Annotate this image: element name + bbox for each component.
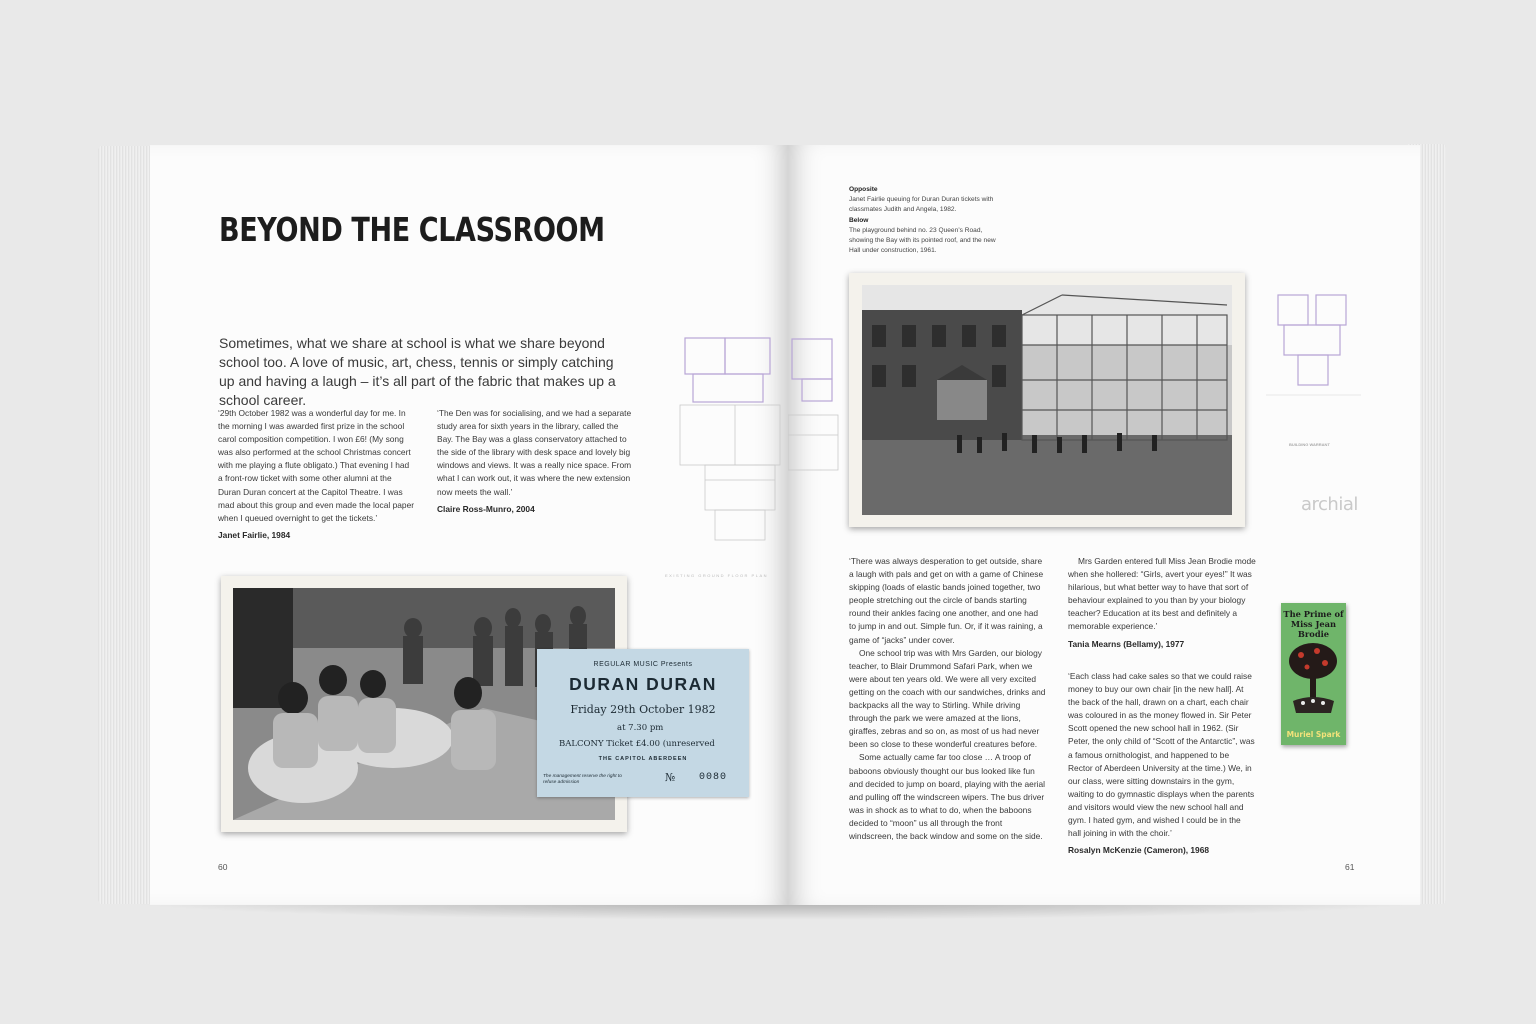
caption-below-label: Below (849, 216, 869, 224)
tree-illustration-icon (1287, 639, 1340, 719)
quote-author: Janet Fairlie, 1984 (218, 529, 291, 540)
plan-legend: EXISTING GROUND FLOOR PLAN (665, 573, 769, 578)
jean-brodie-book-cover (1281, 603, 1346, 745)
floor-plan-left (675, 330, 788, 545)
left-page (150, 145, 788, 905)
page-number-left: 60 (218, 862, 228, 872)
school-hall-photo (849, 273, 1245, 527)
quote-claire (437, 407, 635, 516)
ticket-presents: REGULAR MUSIC Presents (593, 661, 693, 668)
quote-author: Tania Mearns (Bellamy), 1977 (1068, 638, 1185, 649)
ticket-number: 0080 (699, 772, 728, 783)
quote-author: Rosalyn McKenzie (Cameron), 1968 (1068, 845, 1210, 856)
page-title: BEYOND THE CLASSROOM (219, 210, 605, 249)
book-author: Muriel Spark (1286, 730, 1341, 739)
school-hall-photo-image (862, 285, 1232, 515)
quote-rosalyn (1068, 670, 1256, 857)
quote-tania (1068, 555, 1256, 651)
ticket-date: Friday 29th October 1982 (570, 703, 716, 716)
right-page (788, 145, 1420, 905)
page-edges-left (98, 146, 158, 904)
quote-janet (218, 407, 416, 542)
ticket-band: DURAN DURAN (569, 674, 717, 694)
ticket-time: at 7.30 pm (617, 723, 664, 733)
floor-plan-center (788, 335, 848, 535)
photo-caption (849, 185, 999, 256)
lead-paragraph: Sometimes, what we share at school is what we share beyond school too. A love of music, art, chess, tennis or simply catching up and having a laugh – it’s all part of the fabric that makes up a school career. (219, 335, 616, 408)
ticket-venue: THE CAPITOL ABERDEEN (598, 756, 688, 762)
quote-text: ‘The Den was for socialising, and we had a separate study area for sixth years in the library, called the Bay. The Bay was a glass conservatory attached to the side of the library with desk space and lovely big windows and views. It was a really nice space. From what I can work out, it was where the new extension now meets the wall.’ (437, 408, 632, 497)
page-number-right: 61 (1345, 862, 1355, 872)
floor-plan-right (1266, 285, 1361, 405)
archial-logo: archial (1301, 494, 1358, 515)
quote-paragraph: Some actually came far too close … A troop of baboons obviously thought our bus looked like fun and decided to jump on board, playing with the aerial and pulling off the windscreen wipers. The bus driver was in shock as to what to do, when the baboons decided to “moon” us all through the front windscreen, the back window and some on the side. (849, 752, 1046, 841)
plan-sheet-title: BUILDING WARRANT (1289, 442, 1330, 447)
quote-author: Claire Ross-Munro, 2004 (437, 503, 535, 514)
caption-opposite-label: Opposite (849, 186, 878, 193)
quote-text: ‘Each class had cake sales so that we could raise money to buy our own chair [in the new hall]. At the back of the hall, drawn on a chart, each chair was coloured in as the money flowed in. Sir Peter Scott opened the new school hall in 1962. (Sir Peter, the only child of “Scott of the Antarctic”, was a famous ornithologist, and happened to be Rector of Aberdeen University at the time.) We, in our class, were sitting downstairs in the gym, waiting to do gymnastic displays when the parents and visitors would view the new school hall and gym. I hated gym, and wished I could be in the hall joining in with the choir.’ (1068, 671, 1255, 839)
ticket-number-label: № (665, 771, 676, 784)
quote-paragraph: One school trip was with Mrs Garden, our biology teacher, to Blair Drummond Safari Park, when we were about ten years old. We were all very excited getting on the coach with our sandwiches, drinks and backpacks all the way to Stirling. While driving through the park we were amazed at the lions, giraffes, zebras and so on, as most of us had never been so close to these wonderful creatures before. (849, 647, 1046, 750)
quote-playground (849, 555, 1047, 843)
concert-ticket (537, 649, 749, 797)
plan-title-block (1281, 438, 1356, 528)
ticket-notice: The management reserve the right to refuse admission (543, 774, 622, 785)
quote-text: ‘29th October 1982 was a wonderful day for me. In the morning I was awarded first prize in the school carol composition competition. I won £6! (My song was also performed at the school Christmas concert with me playing a flute obligato.) That evening I had a front-row ticket with some other alumni at the Duran Duran concert at the Capitol Theatre. I was mad about this group and even made the local paper when I queued overnight to get the tickets.’ (218, 408, 415, 523)
caption-opposite-text: Janet Fairlie queuing for Duran Duran tickets with classmates Judith and Angela, 1982. (849, 196, 994, 214)
quote-text: Mrs Garden entered full Miss Jean Brodie mode when she hollered: “Girls, avert your eyes!” It was hilarious, but what better way to have that sort of behaviour explained to you than by your biology teacher? Education at its best and definitely a memorable experience.’ (1068, 556, 1256, 632)
book-title: The Prime of Miss Jean Brodie (1283, 609, 1344, 639)
caption-below-text: The playground behind no. 23 Queen’s Road, showing the Bay with its pointed roof, and the new Hall under construction, 1961. (849, 226, 996, 255)
quote-paragraph: ‘There was always desperation to get outside, share a laugh with pals and get on with a game of Chinese skipping (loads of elastic bands joined together, two people stretching out the circle of bands starting round their ankles facing one another, and one had to jump in and out. Simple fun. Or, if it was raining, a game of “jacks” under cover. (849, 556, 1044, 645)
ticket-seat: BALCONY Ticket £4.00 (unreserved (559, 739, 715, 749)
